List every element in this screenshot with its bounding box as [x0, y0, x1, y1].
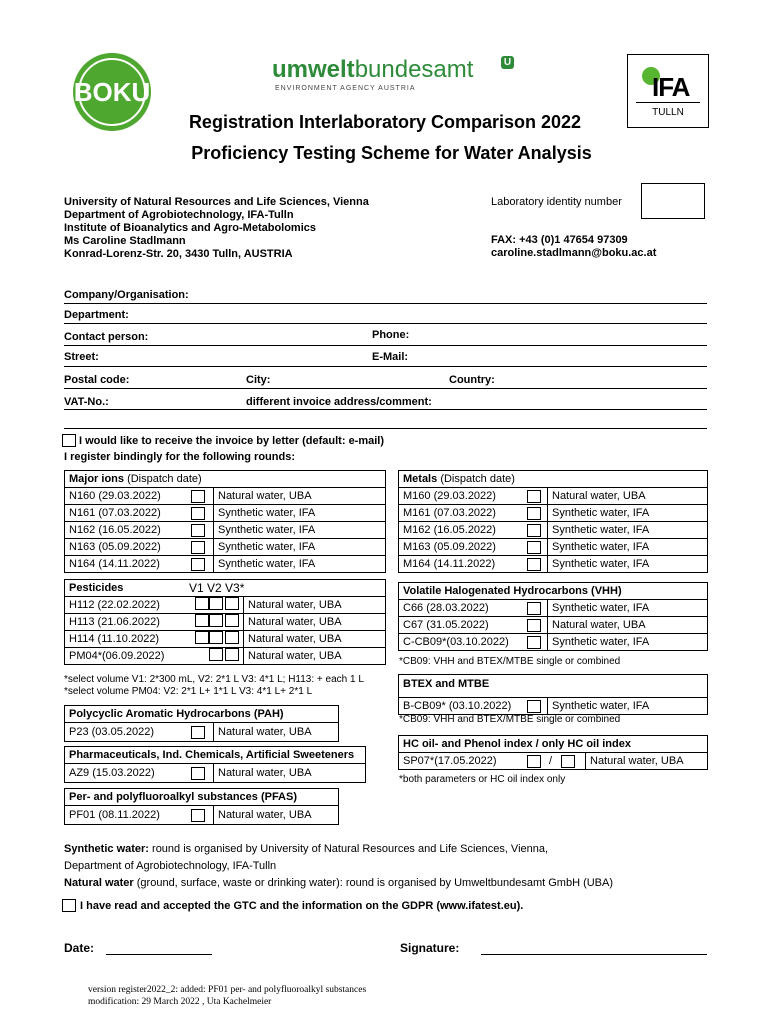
hc-oil-header: HC oil- and Phenol index / only HC oil index [399, 736, 708, 753]
round-code: N160 (29.03.2022) [65, 488, 186, 505]
v3-checkbox[interactable] [225, 631, 239, 644]
natural-label: Natural water [64, 877, 134, 889]
round-code: N162 (16.05.2022) [65, 522, 186, 539]
v2-checkbox[interactable] [209, 631, 223, 644]
btex-header: BTEX and MTBE [399, 675, 708, 694]
company-field[interactable] [64, 303, 707, 304]
table-row [399, 488, 708, 505]
round-checkbox[interactable] [191, 507, 205, 520]
water-type: Natural water, UBA [214, 488, 386, 505]
water-type: Synthetic water, IFA [548, 505, 708, 522]
round-checkbox[interactable] [191, 541, 205, 554]
city-label: City: [246, 374, 271, 386]
comment-field[interactable] [64, 428, 707, 429]
v1-checkbox[interactable] [195, 614, 209, 627]
round-checkbox[interactable] [191, 524, 205, 537]
round-code: N161 (07.03.2022) [65, 505, 186, 522]
round-code: M163 (05.09.2022) [399, 539, 520, 556]
round-code: N164 (14.11.2022) [65, 556, 186, 573]
pesticides-header: Pesticides [65, 580, 186, 597]
round-checkbox[interactable] [527, 619, 541, 632]
uba-subtitle: ENVIRONMENT AGENCY AUSTRIA [275, 85, 416, 92]
round-checkbox[interactable] [527, 602, 541, 615]
water-type: Natural water, UBA [548, 617, 708, 634]
signature-label: Signature: [400, 941, 460, 955]
metals-header-rest: (Dispatch date) [440, 473, 515, 485]
contact-email: caroline.stadlmann@boku.ac.at [491, 247, 657, 259]
invoice-letter-text: I would like to receive the invoice by letter (default: e-mail) [79, 435, 385, 447]
water-type: Natural water, UBA [214, 764, 366, 783]
lab-id-input[interactable] [641, 183, 705, 219]
lab-id-label: Laboratory identity number [491, 196, 622, 208]
synthetic-text: round is organised by University of Natural Resources and Life Sciences, Vienna, [152, 843, 549, 855]
water-type: Synthetic water, IFA [548, 634, 708, 651]
v3-checkbox[interactable] [225, 648, 239, 661]
btex-note: *CB09: VHH and BTEX/MTBE single or combined [399, 714, 621, 725]
hc-only-checkbox[interactable] [561, 755, 575, 768]
table-row [65, 764, 366, 783]
v3-checkbox[interactable] [225, 614, 239, 627]
v2-checkbox[interactable] [209, 597, 223, 610]
uba-logo [272, 56, 522, 96]
round-checkbox[interactable] [527, 541, 541, 554]
table-row [399, 505, 708, 522]
pesticides-volumes: V1 V2 V3* [185, 580, 386, 597]
country-label: Country: [449, 374, 495, 386]
round-checkbox[interactable] [191, 767, 205, 780]
round-code: M164 (14.11.2022) [399, 556, 520, 573]
natural-text: (ground, surface, waste or drinking water): round is organised by Umweltbundesamt GmbH (UBA) [136, 877, 614, 889]
synthetic-label: Synthetic water: [64, 843, 149, 855]
water-type: Natural water, UBA [214, 723, 339, 742]
round-checkbox[interactable] [527, 636, 541, 649]
round-checkbox[interactable] [527, 490, 541, 503]
water-type: Synthetic water, IFA [548, 600, 708, 617]
gtc-text: I have read and accepted the GTC and the information on the GDPR (www.ifatest.eu). [80, 900, 524, 912]
signature-field[interactable] [481, 954, 707, 955]
vat-label: VAT-No.: [64, 396, 109, 408]
major-ions-header-rest: (Dispatch date) [127, 473, 202, 485]
contact-person-label: Contact person: [64, 331, 149, 343]
table-row [65, 648, 386, 665]
water-type: Synthetic water, IFA [548, 698, 708, 715]
synthetic-info [64, 843, 548, 855]
round-code: AZ9 (15.03.2022) [65, 764, 186, 783]
major-ions-header: Major ions [69, 473, 125, 485]
vhh-header: Volatile Halogenated Hydrocarbons (VHH) [399, 583, 708, 600]
contact-phone-field[interactable] [64, 345, 707, 346]
street-email-field[interactable] [64, 366, 707, 367]
hc-oil-note: *both parameters or HC oil index only [399, 774, 566, 785]
fax: FAX: +43 (0)1 47654 97309 [491, 234, 628, 246]
round-code: M161 (07.03.2022) [399, 505, 520, 522]
water-type: Natural water, UBA [244, 614, 386, 631]
water-type: Natural water, UBA [244, 631, 386, 648]
table-row [65, 556, 386, 573]
v1-checkbox[interactable] [195, 597, 209, 610]
natural-info [64, 877, 613, 889]
water-type: Natural water, UBA [214, 806, 339, 825]
uba-logo-part1: umwelt [272, 56, 355, 83]
v2-checkbox[interactable] [209, 614, 223, 627]
pah-header: Polycyclic Aromatic Hydrocarbons (PAH) [65, 706, 339, 723]
street-label: Street: [64, 351, 99, 363]
water-type: Natural water, UBA [244, 648, 386, 665]
hc-oil-slash: / [547, 753, 557, 770]
water-type: Synthetic water, IFA [548, 522, 708, 539]
table-row [399, 698, 708, 715]
address-line: University of Natural Resources and Life Sciences, Vienna [64, 196, 369, 208]
table-row [65, 806, 339, 825]
water-type: Synthetic water, IFA [214, 539, 386, 556]
uba-mark-icon: U [501, 56, 514, 69]
water-type: Synthetic water, IFA [214, 556, 386, 573]
table-row [399, 556, 708, 573]
boku-logo-text: BOKU [73, 77, 151, 107]
address-line: Department of Agrobiotechnology, IFA-Tulln [64, 209, 294, 221]
footer-version: version register2022_2: added: PF01 per- and polyfluoroalkyl substances [88, 985, 367, 995]
water-type: Natural water, UBA [548, 488, 708, 505]
table-row [399, 617, 708, 634]
round-code: H113 (21.06.2022) [65, 614, 186, 631]
address-block [64, 196, 369, 261]
table-row [65, 505, 386, 522]
round-checkbox[interactable] [191, 726, 205, 739]
table-row [65, 631, 386, 648]
table-row [399, 539, 708, 556]
department-label: Department: [64, 309, 129, 321]
pesticides-note-1: *select volume V1: 2*300 mL, V2: 2*1 L V3: 4*1 L; H113: + each 1 L [64, 674, 364, 685]
round-code: H112 (22.02.2022) [65, 597, 186, 614]
v1-checkbox[interactable] [195, 631, 209, 644]
water-type: Synthetic water, IFA [214, 505, 386, 522]
address-line: Ms Caroline Stadlmann [64, 235, 186, 247]
page-title: Registration Interlaboratory Comparison 2022 [188, 112, 582, 132]
date-field[interactable] [106, 954, 212, 955]
water-type: Synthetic water, IFA [214, 522, 386, 539]
invoice-letter-checkbox[interactable] [62, 434, 76, 447]
invoice-address-label: different invoice address/comment: [246, 396, 432, 408]
round-checkbox[interactable] [191, 558, 205, 571]
round-code: M160 (29.03.2022) [399, 488, 520, 505]
v3-checkbox[interactable] [225, 597, 239, 610]
gtc-checkbox[interactable] [62, 899, 76, 912]
v2-checkbox[interactable] [209, 648, 223, 661]
postal-code-label: Postal code: [64, 374, 130, 386]
table-row [65, 614, 386, 631]
table-row [65, 488, 386, 505]
pharma-header: Pharmaceuticals, Ind. Chemicals, Artificial Sweeteners [65, 747, 366, 764]
department-field[interactable] [64, 323, 707, 324]
table-row [399, 634, 708, 651]
page-subtitle: Proficiency Testing Scheme for Water Analysis [191, 143, 592, 163]
round-code: PF01 (08.11.2022) [65, 806, 186, 825]
water-type: Synthetic water, IFA [548, 539, 708, 556]
round-code: P23 (03.05.2022) [65, 723, 186, 742]
water-type: Natural water, UBA [586, 753, 708, 770]
round-checkbox[interactable] [527, 558, 541, 571]
address-line: Institute of Bioanalytics and Agro-Metabolomics [64, 222, 317, 234]
ifa-tulln-text: TULLN [652, 107, 684, 118]
water-type: Natural water, UBA [244, 597, 386, 614]
table-row [399, 600, 708, 617]
round-checkbox[interactable] [527, 524, 541, 537]
table-row [399, 522, 708, 539]
uba-logo-part2: bundesamt [354, 56, 474, 83]
synthetic-info-2: Department of Agrobiotechnology, IFA-Tulln [64, 860, 277, 872]
table-row [65, 597, 386, 614]
round-checkbox[interactable] [527, 507, 541, 520]
vhh-note: *CB09: VHH and BTEX/MTBE single or combined [399, 656, 621, 667]
round-checkbox[interactable] [191, 809, 205, 822]
email-label: E-Mail: [372, 351, 409, 363]
metals-header: Metals [403, 473, 438, 485]
phone-label: Phone: [372, 329, 410, 341]
round-code: SP07*(17.05.2022) [399, 753, 520, 770]
postal-city-country-field[interactable] [64, 388, 707, 389]
round-code: PM04*(06.09.2022) [65, 648, 186, 665]
address-line: Konrad-Lorenz-Str. 20, 3430 Tulln, AUSTRIA [64, 248, 293, 260]
table-row [399, 753, 708, 770]
water-type: Synthetic water, IFA [548, 556, 708, 573]
table-row [65, 522, 386, 539]
round-code: C67 (31.05.2022) [399, 617, 520, 634]
phenol-hc-checkbox[interactable] [527, 755, 541, 768]
pfas-header: Per- and polyfluoroalkyl substances (PFAS) [65, 789, 339, 806]
round-code: M162 (16.05.2022) [399, 522, 520, 539]
round-code: C-CB09*(03.10.2022) [399, 634, 520, 651]
round-code: N163 (05.09.2022) [65, 539, 186, 556]
company-label: Company/Organisation: [64, 289, 189, 301]
register-text: I register bindingly for the following rounds: [64, 451, 295, 463]
footer-modification: modification: 29 March 2022 , Uta Kachelmeier [88, 997, 272, 1007]
round-code: B-CB09* (03.10.2022) [399, 698, 520, 715]
table-row [65, 539, 386, 556]
round-checkbox[interactable] [191, 490, 205, 503]
round-code: C66 (28.03.2022) [399, 600, 520, 617]
round-code: H114 (11.10.2022) [65, 631, 186, 648]
round-checkbox[interactable] [527, 700, 541, 713]
date-label: Date: [64, 941, 95, 955]
vat-field[interactable] [64, 409, 707, 410]
table-row [65, 723, 339, 742]
ifa-logo-text: IFA [652, 72, 690, 102]
pesticides-note-2: *select volume PM04: V2: 2*1 L+ 1*1 L V3: 4*1 L+ 2*1 L [64, 686, 313, 697]
